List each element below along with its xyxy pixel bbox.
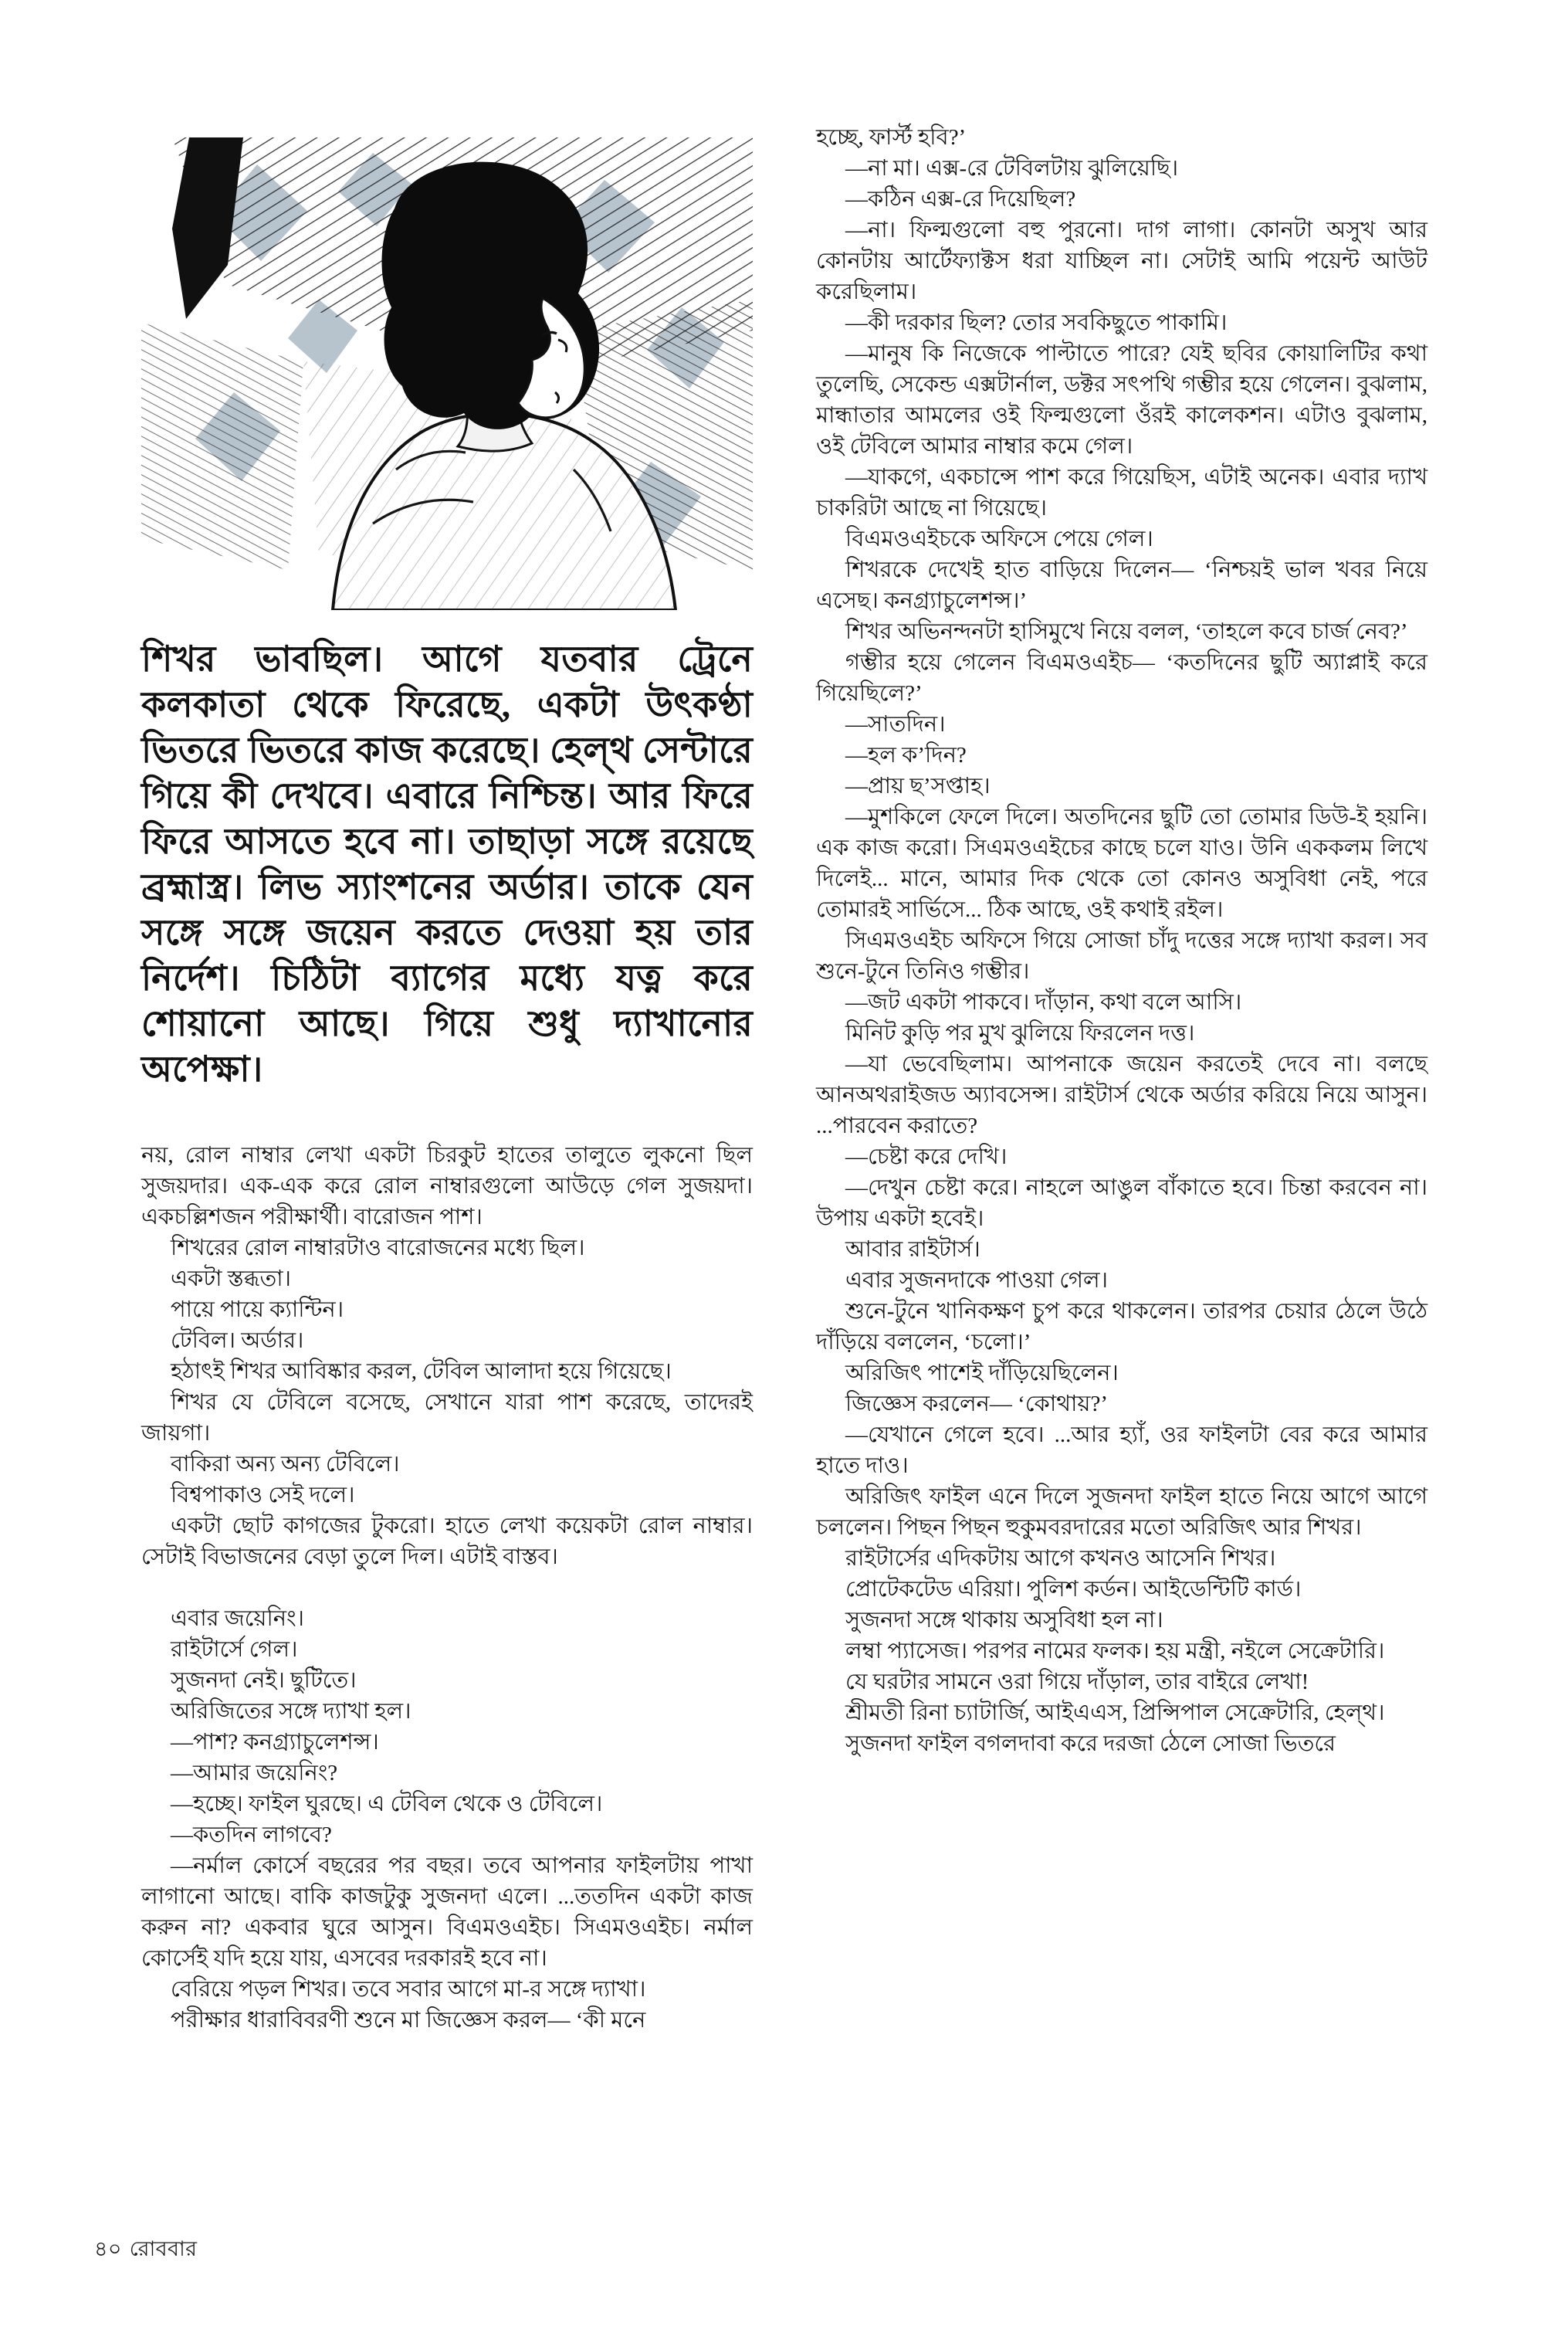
paragraph: —কী দরকার ছিল? তোর সবকিছুতে পাকামি।: [845, 310, 1228, 335]
paragraph: শিখরের রোল নাম্বারটাও বারোজনের মধ্যে ছিল।: [171, 1236, 585, 1260]
lead-paragraph: শিখর ভাবছিল। আগে যতবার ট্রেনে কলকাতা থেকে ফিরেছে, একটা উৎকণ্ঠা ভিতরে ভিতরে কাজ করেছে। হেল্থ সেন্টারে গিয়ে কী দেখবে। এবারে নিশ্চিন্ত। আর ফিরে ফিরে আসতে হবে না। তাছাড়া সঙ্গে রয়েছে ব্রহ্মাস্ত্র। লিভ স্যাংশনের অর্ডার। তাকে যেন সঙ্গে সঙ্গে জয়েন করতে দেওয়া হয় তার নির্দেশ। চিঠিটা ব্যাগের মধ্যে যত্ন করে শোয়ানো আছে। গিয়ে শুধু দ্যাখানোর অপেক্ষা।: [141, 639, 753, 1089]
paragraph: পরীক্ষার ধারাবিবরণী শুনে মা জিজ্ঞেস করল— ‘কী মনে: [171, 2008, 646, 2033]
page-number: ৪০: [94, 2237, 122, 2260]
paragraph: সুজনদা ফাইল বগলদাবা করে দরজা ঠেলে সোজা ভিতরে: [845, 1731, 1336, 1756]
paragraph: সুজনদা সঙ্গে থাকায় অসুবিধা হল না।: [845, 1608, 1163, 1633]
paragraph: —প্রায় ছ’সপ্তাহ।: [845, 774, 991, 799]
paragraph: বাকিরা অন্য অন্য টেবিলে।: [171, 1452, 400, 1477]
paragraph: একটা স্তব্ধতা।: [171, 1266, 292, 1291]
paragraph: প্রোটেকটেড এরিয়া। পুলিশ কর্ডন। আইডেন্টিটি কার্ড।: [845, 1577, 1302, 1602]
paragraph: শিখরকে দেখেই হাত বাড়িয়ে দিলেন— ‘নিশ্চয়ই ভাল খবর নিয়ে এসেছ। কনগ্র্যাচুলেশন্স।’: [816, 558, 1427, 613]
paragraph: —কঠিন এক্স-রে দিয়েছিল?: [845, 187, 1076, 212]
paragraph: —দেখুন চেষ্টা করে। নাহলে আঙুল বাঁকাতে হবে। চিন্তা করবেন না। উপায় একটা হবেই।: [816, 1175, 1427, 1231]
paragraph: —চেষ্টা করে দেখি।: [845, 1144, 1008, 1169]
story-illustration: [141, 137, 753, 610]
paragraph: শিখর অভিনন্দনটা হাসিমুখে নিয়ে বলল, ‘তাহলে কবে চার্জ নেব?’: [845, 619, 1408, 644]
right-column-text: [816, 122, 1427, 1759]
paragraph: আবার রাইটার্স।: [845, 1237, 980, 1262]
paragraph: —আমার জয়েনিং?: [171, 1761, 338, 1785]
paragraph: —যাকগে, একচান্সে পাশ করে গিয়েছিস, এটাই অনেক। এবার দ্যাখ চাকরিটা আছে না গিয়েছে।: [816, 465, 1427, 520]
paragraph: একটা ছোট কাগজের টুকরো। হাতে লেখা কয়েকটা রোল নাম্বার। সেটাই বিভাজনের বেড়া তুলে দিল। এটাই বাস্তব।: [141, 1514, 753, 1569]
paragraph: হঠাৎই শিখর আবিষ্কার করল, টেবিল আলাদা হয়ে গিয়েছে।: [171, 1359, 672, 1384]
paragraph: লম্বা প্যাসেজ। পরপর নামের ফলক। হয় মন্ত্রী, নইলে সেক্রেটারি।: [845, 1639, 1385, 1663]
paragraph: —না। ফিল্মগুলো বহু পুরনো। দাগ লাগা। কোনটা অসুখ আর কোনটায় আর্টেফ্যাক্টস ধরা যাচ্ছিল না। সেটাই আমি পয়েন্ট আউট করেছিলাম।: [816, 218, 1427, 304]
paragraph: বিশ্বপাকাও সেই দলে।: [171, 1483, 355, 1507]
paragraph: —হল ক’দিন?: [845, 743, 967, 768]
ink-sketch-portrait-drawing: [141, 137, 753, 610]
paragraph: বিএমওএইচকে অফিসে পেয়ে গেল।: [845, 527, 1153, 551]
paragraph: বেরিয়ে পড়ল শিখর। তবে সবার আগে মা-র সঙ্গে দ্যাখা।: [171, 1977, 646, 2002]
paragraph: শ্রীমতী রিনা চ্যাটার্জি, আইএএস, প্রিন্সিপাল সেক্রেটারি, হেল্থ।: [845, 1700, 1385, 1725]
paragraph: —হচ্ছে। ফাইল ঘুরছে। এ টেবিল থেকে ও টেবিলে।: [171, 1792, 603, 1816]
paragraph: এবার সুজনদাকে পাওয়া গেল।: [845, 1268, 1108, 1293]
paragraph: রাইটার্সের এদিকটায় আগে কখনও আসেনি শিখর।: [845, 1546, 1276, 1571]
paragraph: —মুশকিলে ফেলে দিলে। অতদিনের ছুটি তো তোমার ডিউ-ই হয়নি। এক কাজ করো। সিএমওএইচের কাছে চলে যাও। উনি এককলম লিখে দিলেই... মানে, আমার দিক থেকে তো কোনও অসুবিধা নেই, পরে তোমারই সার্ভিসে... ঠিক আছে, ওই কথাই রইল।: [816, 805, 1427, 922]
left-column-text: [141, 1140, 753, 2036]
paragraph: —কতদিন লাগবে?: [171, 1822, 332, 1847]
magazine-name: রোববার: [129, 2237, 198, 2260]
paragraph: হচ্ছে, ফার্স্ট হবি?’: [816, 125, 967, 150]
paragraph: —মানুষ কি নিজেকে পাল্টাতে পারে? যেই ছবির কোয়ালিটির কথা তুলেছি, সেকেন্ড এক্সটার্নাল, ডক্টর সৎপথি গম্ভীর হয়ে গেলেন। বুঝলাম, মান্ধাতার আমলের ওই ফিল্মগুলো ওঁরই কালেকশন। এটাও বুঝলাম, ওই টেবিলে আমার নাম্বার কমে গেল।: [816, 341, 1427, 459]
paragraph: জিজ্ঞেস করলেন— ‘কোথায়?’: [845, 1392, 1109, 1416]
paragraph: —না মা। এক্স-রে টেবিলটায় ঝুলিয়েছি।: [845, 156, 1179, 181]
paragraph: অরিজিৎ পাশেই দাঁড়িয়েছিলেন।: [845, 1361, 1119, 1385]
paragraph: নয়, রোল নাম্বার লেখা একটা চিরকুট হাতের তালুতে লুকনো ছিল সুজয়দার। এক-এক করে রোল নাম্বারগুলো আউড়ে গেল সুজয়দা। একচল্লিশজন পরীক্ষার্থী। বারোজন পাশ।: [141, 1143, 753, 1229]
paragraph: অরিজিতের সঙ্গে দ্যাখা হল।: [171, 1699, 411, 1724]
paragraph: —জট একটা পাকবে। দাঁড়ান, কথা বলে আসি।: [845, 990, 1242, 1015]
paragraph: —পাশ? কনগ্র্যাচুলেশন্স।: [171, 1730, 379, 1755]
paragraph: —নর্মাল কোর্সে বছরের পর বছর। তবে আপনার ফাইলটায় পাখা লাগানো আছে। বাকি কাজটুকু সুজনদা এলে। ...ততদিন একটা কাজ করুন না? একবার ঘুরে আসুন। বিএমওএইচ। সিএমওএইচ। নর্মাল কোর্সেই যদি হয়ে যায়, এসবের দরকারই হবে না।: [141, 1853, 753, 1971]
paragraph: রাইটার্সে গেল।: [171, 1637, 298, 1662]
paragraph: যে ঘরটার সামনে ওরা গিয়ে দাঁড়াল, তার বাইরে লেখা!: [845, 1670, 1309, 1694]
paragraph: —যেখানে গেলে হবে। ...আর হ্যাঁ, ওর ফাইলটা বের করে আমার হাতে দাও।: [816, 1422, 1427, 1478]
paragraph: টেবিল। অর্ডার।: [171, 1328, 304, 1353]
paragraph: —সাতদিন।: [845, 712, 946, 737]
right-column: [816, 122, 1427, 1759]
paragraph: মিনিট কুড়ি পর মুখ ঝুলিয়ে ফিরলেন দত্ত।: [845, 1021, 1195, 1046]
paragraph: শুনে-টুনে খানিকক্ষণ চুপ করে থাকলেন। তারপর চেয়ার ঠেলে উঠে দাঁড়িয়ে বললেন, ‘চলো।’: [816, 1299, 1427, 1355]
paragraph: এবার জয়েনিং।: [171, 1606, 304, 1631]
paragraph: সুজনদা নেই। ছুটিতে।: [171, 1668, 357, 1693]
paragraph: শিখর যে টেবিলে বসেছে, সেখানে যারা পাশ করেছে, তাদেরই জায়গা।: [141, 1390, 753, 1446]
paragraph: গম্ভীর হয়ে গেলেন বিএমওএইচ— ‘কতদিনের ছুটি অ্যাপ্লাই করে গিয়েছিলে?’: [816, 650, 1427, 706]
left-column: [141, 137, 753, 2036]
paragraph: —যা ভেবেছিলাম। আপনাকে জয়েন করতেই দেবে না। বলছে আনঅথরাইজড অ্যাবসেন্স। রাইটার্স থেকে অর্ডার করিয়ে নিয়ে আসুন। ...পারবেন করাতে?: [816, 1052, 1427, 1138]
page-footer: [94, 2233, 197, 2268]
paragraph: অরিজিৎ ফাইল এনে দিলে সুজনদা ফাইল হাতে নিয়ে আগে আগে চললেন। পিছন পিছন হুকুমবরদারের মতো অরিজিৎ আর শিখর।: [816, 1484, 1427, 1540]
paragraph: সিএমওএইচ অফিসে গিয়ে সোজা চাঁদু দত্তের সঙ্গে দ্যাখা করল। সব শুনে-টুনে তিনিও গম্ভীর।: [816, 928, 1427, 984]
paragraph: পায়ে পায়ে ক্যান্টিন।: [171, 1297, 344, 1322]
